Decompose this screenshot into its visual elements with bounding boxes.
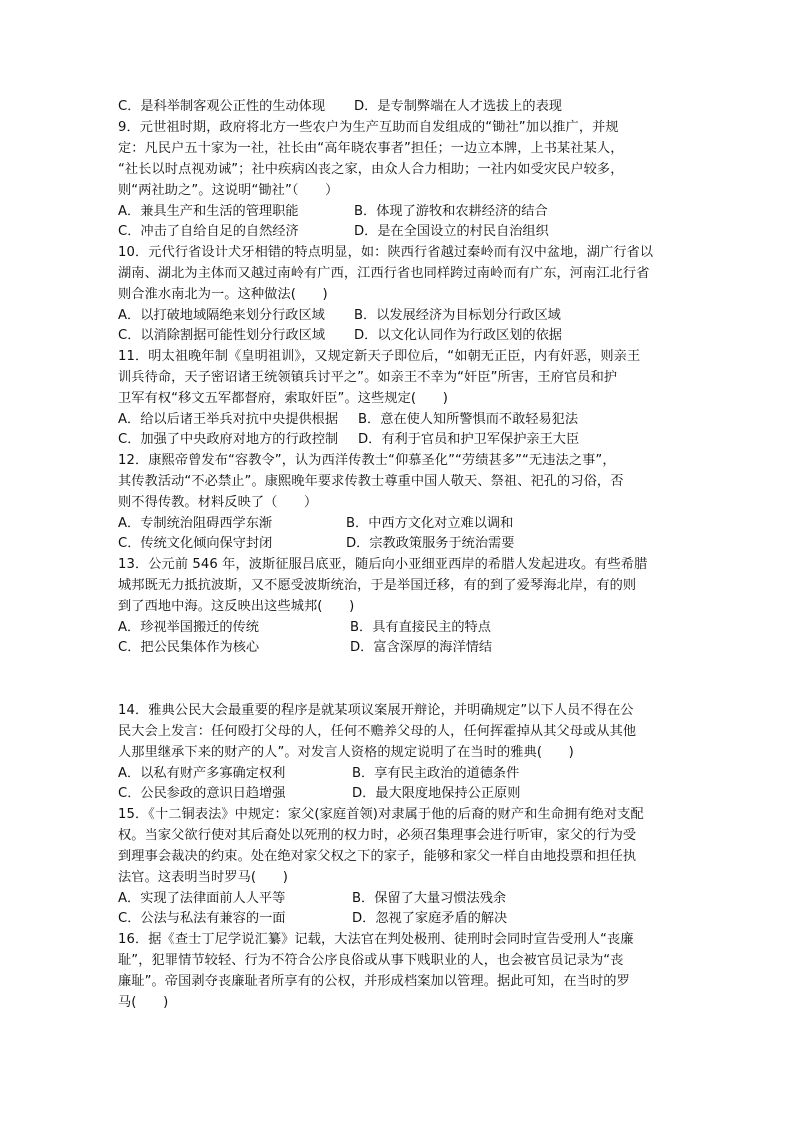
q13-option-a: A．珍视举国搬迁的传统	[118, 620, 259, 635]
q15-option-a: A．实现了法律面前人人平等	[118, 891, 286, 906]
q11-option-b: B．意在使人知所警惧而不敢轻易犯法	[358, 412, 579, 427]
q16-stem-line: 耻”，犯罪情节较轻、行为不符合公序良俗或从事下贱职业的人，也会被官员记录为“丧	[118, 953, 624, 968]
q13-option-b: B．具有直接民主的特点	[350, 620, 491, 635]
q9-option-a: A．兼具生产和生活的管理职能	[118, 204, 299, 219]
q13-stem-line: 到了西地中海。这反映出这些城邦( )	[118, 599, 355, 614]
q12-option-a: A．专制统治阻碍西学东渐	[118, 516, 273, 531]
q14-option-b: B．享有民主政治的道德条件	[352, 766, 520, 781]
q12-option-d: D．宗教政策服务于统治需要	[346, 536, 515, 551]
q12-stem-line: 12．康熙帝曾发布“容教令”，认为西洋传教士“仰慕圣化”“劳绩甚多”“无违法之事”，	[118, 453, 616, 468]
q9-stem-line: 定：凡民户五十家为一社，社长由“高年晓农事者”担任；一边立本牌，上书某社某人，	[118, 141, 624, 156]
q9-stem-line: 则“两社助之”。这说明“锄社”（ ）	[118, 183, 339, 198]
q8-option-d: D．是专制弊端在人才选拔上的表现	[354, 99, 562, 114]
q13-option-c: C．把公民集体作为核心	[118, 640, 260, 655]
q10-option-c: C．以消除割据可能性划分行政区域	[118, 328, 326, 343]
q15-stem-line: 15．《十二铜表法》中规定：家父(家庭首领)对隶属于他的后裔的财产和生命拥有绝对支配	[118, 807, 644, 822]
q12-stem-line: 则不得传教。材料反映了（ ）	[118, 495, 318, 510]
q10-stem-line: 则合淮水南北为一。这种做法( )	[118, 287, 328, 302]
q15-stem-line: 法官。这表明当时罗马( )	[118, 870, 288, 885]
q11-option-d: D．有利于官员和护卫军保护亲王大臣	[358, 432, 580, 447]
q8-option-c: C．是科举制客观公正性的生动体现	[118, 99, 326, 114]
q14-stem-line: 民大会上发言：任何殴打父母的人，任何不赡养父母的人，任何挥霍掉从其父母或从其他	[118, 724, 637, 739]
q9-stem-line: “社长以时点视劝诫”；社中疾病凶丧之家，由众人合力相助；一社内如受灾民户较多，	[118, 162, 624, 177]
q15-option-b: B．保留了大量习惯法残余	[352, 891, 507, 906]
q13-option-d: D．富含深厚的海洋情结	[350, 640, 493, 655]
q16-stem-line: 16．据《查士丁尼学说汇纂》记载，大法官在判处极刑、徒刑时会同时宣告受刑人“丧廉	[118, 932, 634, 947]
q13-stem-line: 城邦既无力抵抗波斯，又不愿受波斯统治，于是举国迁移，有的到了爱琴海北岸，有的则	[118, 578, 637, 593]
q9-option-d: D．是在全国设立的村民自治组织	[354, 224, 549, 239]
q15-stem-line: 到理事会裁决的约束。处在绝对家父权之下的家子，能够和家父一样自由地投票和担任执	[118, 849, 637, 864]
q11-option-c: C．加强了中央政府对地方的行政控制	[118, 432, 339, 447]
q14-option-c: C．公民参政的意识日趋增强	[118, 786, 286, 801]
q9-option-c: C．冲击了自给自足的自然经济	[118, 224, 299, 239]
q11-stem-line: 11．明太祖晚年制《皇明祖训》，又规定新天子即位后，“如朝无正臣，内有奸恶，则亲王	[118, 349, 641, 364]
q14-stem-line: 人那里继承下来的财产的人”。对发言人资格的规定说明了在当时的雅典( )	[118, 745, 574, 760]
q13-stem-line: 13．公元前 546 年，波斯征服吕底亚，随后向小亚细亚西岸的希腊人发起进攻。有些希腊	[118, 557, 648, 572]
q12-option-b: B．中西方文化对立难以调和	[346, 516, 514, 531]
q10-stem-line: 10．元代行省设计犬牙相错的特点明显，如：陕西行省越过秦岭而有汉中盆地，湖广行省以	[118, 245, 654, 260]
q15-option-d: D．忽视了家庭矛盾的解决	[352, 911, 508, 926]
q16-stem-line: 廉耻”。帝国剥夺丧廉耻者所享有的公权，并形成档案加以管理。据此可知，在当时的罗	[118, 974, 630, 989]
q11-stem-line: 卫军有权“移文五军都督府，索取奸臣”。这些规定( )	[118, 391, 448, 406]
q10-option-d: D．以文化认同作为行政区划的依据	[354, 328, 562, 343]
q14-option-a: A．以私有财产多寡确定权利	[118, 766, 286, 781]
q14-option-d: D．最大限度地保持公正原则	[352, 786, 521, 801]
q15-stem-line: 权。当家父欲行使对其后裔处以死刑的权力时，必须召集理事会进行听审，家父的行为受	[118, 828, 637, 843]
q15-option-c: C．公法与私法有兼容的一面	[118, 911, 286, 926]
q14-stem-line: 14．雅典公民大会最重要的程序是就某项议案展开辩论，并明确规定”以下人员不得在公	[118, 703, 634, 718]
q11-stem-line: 训兵待命，天子密诏诸王统领镇兵讨平之”。如亲王不幸为“奸臣”所害，王府官员和护	[118, 370, 618, 385]
q9-stem-line: 9．元世祖时期，政府将北方一些农户为生产互助而自发组成的“锄社”加以推广，并规	[118, 120, 619, 135]
q11-option-a: A．给以后诸王举兵对抗中央提供根据	[118, 412, 339, 427]
q12-stem-line: 其传教活动“不必禁止”。康熙晚年要求传教士尊重中国人敬天、祭祖、祀孔的习俗，否	[118, 474, 624, 489]
q16-stem-line: 马( )	[118, 995, 169, 1010]
q12-option-c: C．传统文化倾向保守封闭	[118, 536, 273, 551]
q10-option-a: A．以打破地域隔绝来划分行政区域	[118, 308, 325, 323]
q10-stem-line: 湖南、湖北为主体而又越过南岭有广西，江西行省也同样跨过南岭而有广东，河南江北行省	[118, 266, 650, 281]
q10-option-b: B．以发展经济为目标划分行政区域	[354, 308, 561, 323]
q9-option-b: B．体现了游牧和农耕经济的结合	[354, 204, 548, 219]
